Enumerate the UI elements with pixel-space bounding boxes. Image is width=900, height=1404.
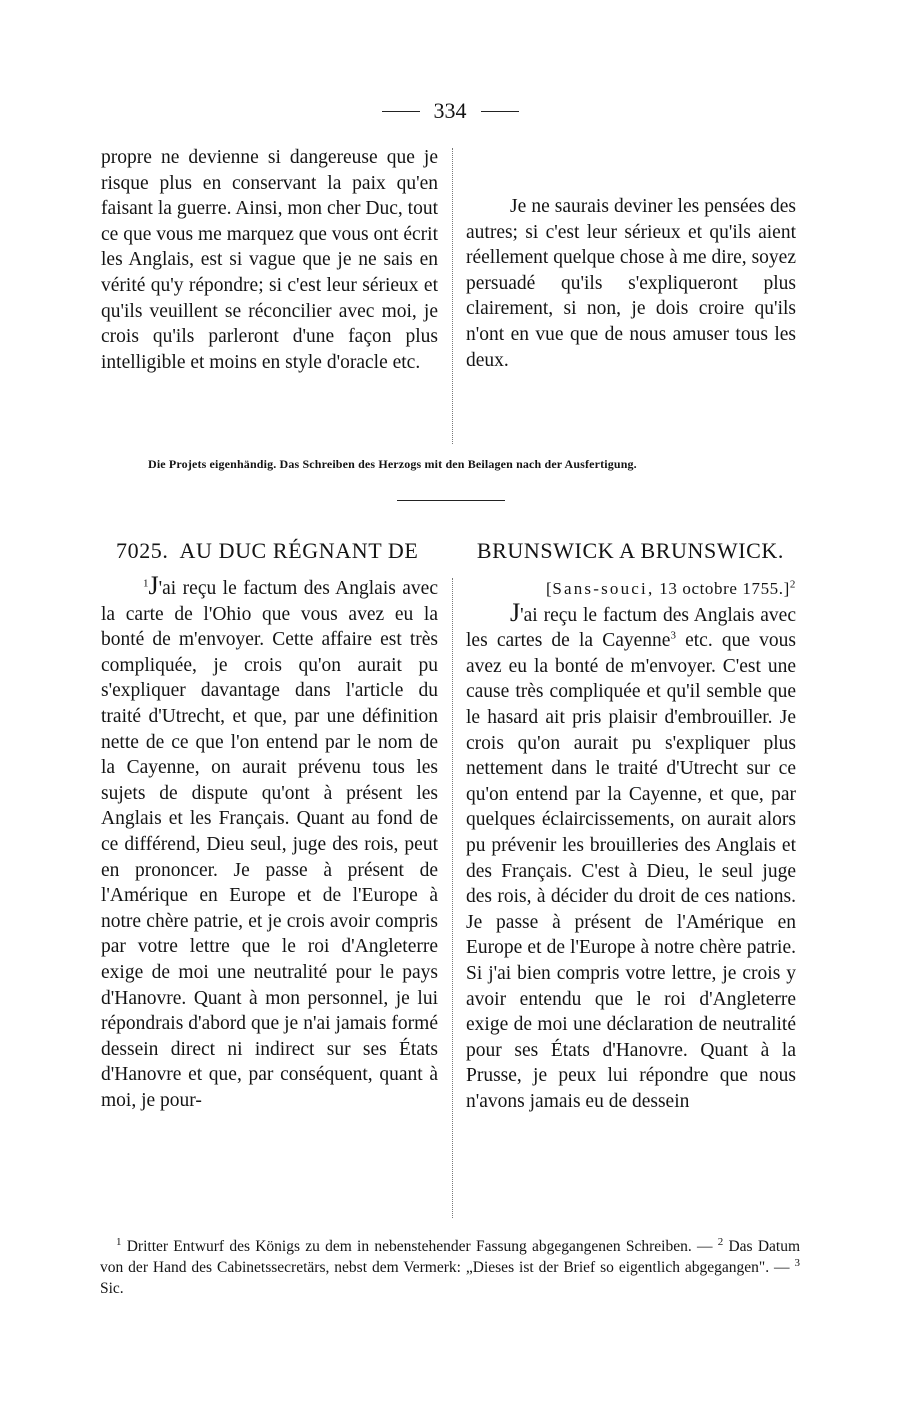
footnote-2-marker: 2 (717, 1235, 724, 1248)
letter-heading (116, 538, 784, 564)
letter-heading-left-text: AU DUC RÉGNANT DE (179, 538, 419, 563)
footnote-3-marker: 3 (794, 1256, 800, 1269)
letter-heading-right-text: BRUNSWICK A BRUNSWICK. (476, 538, 784, 563)
dateline-date: 13 octobre 1755. (659, 579, 784, 598)
letter-left-column (101, 571, 438, 1113)
footnotes (100, 1236, 800, 1299)
letter-right-paragraph (466, 597, 796, 1115)
header-dash-right (481, 111, 519, 112)
letter-left-paragraph (101, 571, 438, 1113)
footnote-marker-1: 1 (143, 577, 149, 590)
footnote-1-text: Dritter Entwurf des Königs zu dem in nebenstehender Fassung abgegangenen Schreiben. — (121, 1238, 718, 1255)
drop-initial-right: J (510, 597, 521, 627)
letter-left-text: 'ai reçu le factum des Anglais avec la carte de l'Ohio que vous avez eu la bonté de m'envoyer. Cette affaire est très compliquée, je crois qu'on aurait pu s'expliquer davantage dans l'article du traité d'Utrecht, et que, par une définition nette de ce que l'on entend par le nom de la Cayenne, on aurait prévenu tous les sujets de dispute qu'ont à présent les Anglais et les Français. Quant au fond de ce différend, Dieu seul, juge des rois, peut en prononcer. Je passe à présent de l'Amérique en Europe et de l'Europe à notre chère patrie, et je crois avoir compris par votre lettre que le roi d'Angleterre exige de moi une neutralité pour le pays d'Hanovre. Quant à mon personnel, je lui répondrais d'abord que je n'ai jamais formé dessein direct ni indirect sur ses États d'Hanovre et que, par conséquent, quant à moi, je pour- (101, 578, 438, 1111)
section-divider (397, 500, 505, 501)
letter-heading-left (116, 538, 418, 564)
prev-letter-left-text: propre ne devienne si dangereuse que je risque plus en conservant la paix qu'en faisant la guerre. Ainsi, mon cher Duc, tout ce que vous me marquez que vous ont écrit les Anglais, est si vague que je ne sais en vérité qu'y répondre; si c'est leur sérieux et qu'ils veuillent se réconcilier avec moi, je crois qu'ils parleront d'une façon plus intelligible et moins en style d'oracle etc. (101, 147, 438, 373)
prev-letter-right-text: Je ne saurais deviner les pensées des autres; si c'est leur sérieux et qu'ils aient réellement quelque chose à me dire, soyez persuadé qu'ils s'expliqueront plus clairement, si non, je dois croire qu'ils n'ont en vue que de nous amuser tous les deux. (466, 196, 796, 371)
letter-right-text-b: etc. que vous avez eu la bonté de m'envoyer. C'est une cause très compliquée et qu'il semble que le hasard ait pris plaisir d'embrouiller. Je crois qu'on aurait pu s'expliquer plus nettement dans le traité d'Utrecht sur ce qu'on entend par la Cayenne, et que, par quelques éclaircissements, on aurait alors pu prévenir les brouilleries des Anglais et des Français. C'est à Dieu, le seul juge des rois, à décider du droit de ces nations. Je passe à présent de l'Amérique en Europe et de l'Europe à notre chère patrie. Si j'ai bien compris votre lettre, je crois y avoir entendu que le roi d'Angleterre exige de moi une déclaration de neutralité pour ses États d'Hanovre. Quant à la Prusse, je peux lui répondre que nous n'avons jamais eu de dessein (466, 630, 796, 1112)
column-separator-top (452, 148, 453, 444)
page-number: 334 (433, 98, 467, 123)
letter-right-column (466, 576, 796, 1114)
footnote-1-marker: 1 (116, 1235, 122, 1248)
drop-initial-left: J (148, 571, 159, 600)
footnote-marker-3: 3 (670, 629, 676, 642)
page-header (0, 96, 900, 126)
footnote-3-text: Sic. (100, 1280, 124, 1297)
source-note: Die Projets eigenhändig. Das Schreiben des Herzogs mit den Beilagen nach der Ausfertigung. (148, 457, 637, 471)
header-dash-left (382, 111, 420, 112)
letter-number: 7025. (116, 538, 169, 563)
dateline-place: Sans-souci, (552, 579, 655, 598)
prev-letter-right-column (466, 194, 796, 373)
footnote-marker-2: 2 (789, 578, 796, 591)
footnote-2-text: Das Datum von der Hand des Cabinetssecretärs, nebst dem Vermerk: „Dieses ist der Brief so eigentlich abgegangen". — (100, 1238, 801, 1276)
dateline: [Sans-souci, 13 octobre 1755.]$^2$ (546, 578, 796, 598)
prev-letter-left-column (101, 145, 438, 375)
letter-right-text-a: 'ai reçu le factum des Anglais avec les cartes de la Cayenne (466, 604, 796, 652)
column-separator-bottom (452, 578, 453, 1218)
